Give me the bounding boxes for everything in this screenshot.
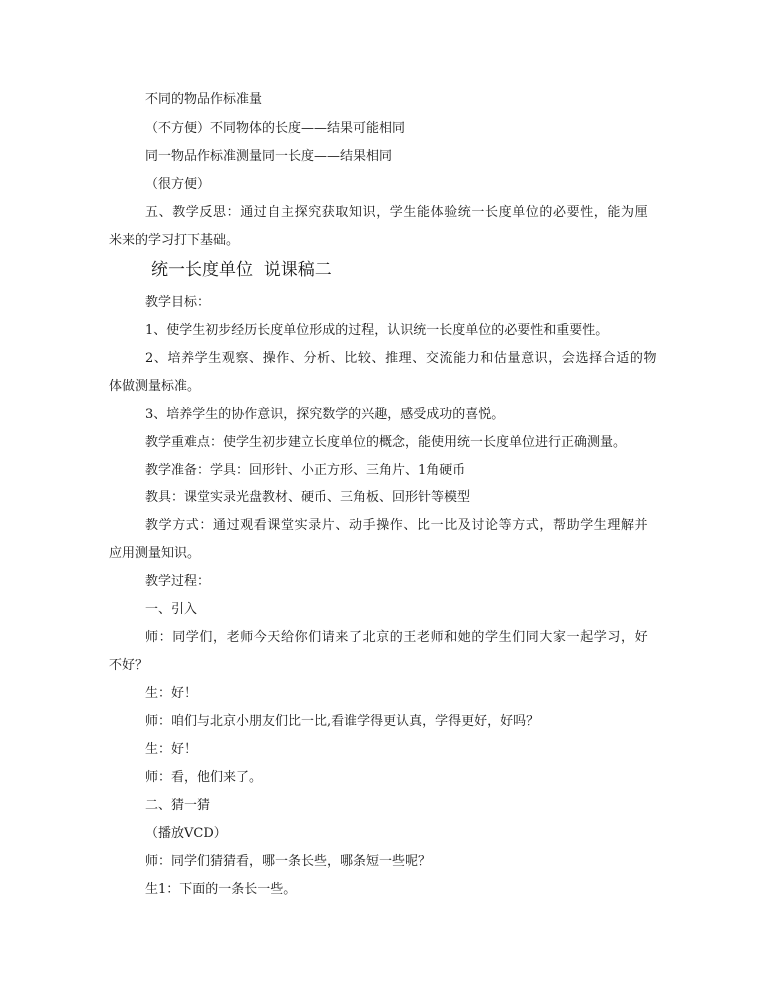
text-line: 3、培养学生的协作意识，探究数学的兴趣，感受成功的喜悦。: [145, 407, 505, 422]
text-line: 教学准备：学具：回形针、小正方形、三角片、1角硬币: [145, 463, 466, 478]
paragraph-line: 师：同学们，老师今天给你们请来了北京的王老师和她的学生们同大家一起学习，好: [145, 630, 649, 645]
text-line: 教学目标：: [145, 295, 211, 310]
paragraph-line: 不好？: [109, 658, 149, 673]
text-line: 二、猜一猜: [145, 798, 211, 813]
text-line: 师：同学们猜猜看，哪一条长些，哪条短一些呢？: [145, 854, 432, 869]
paragraph-line: 应用测量知识。: [109, 546, 201, 561]
paragraph-line: 米来的学习打下基础。: [109, 233, 240, 248]
text-line: 一、引入: [145, 602, 198, 617]
paragraph-line: 五、教学反思：通过自主探究获取知识，学生能体验统一长度单位的必要性，能为厘: [145, 205, 649, 220]
text-line: 教学重难点：使学生初步建立长度单位的概念，能使用统一长度单位进行正确测量。: [145, 435, 627, 450]
text-line: （不方便）不同物体的长度——结果可能相同: [145, 121, 406, 136]
text-line: （播放VCD）: [145, 826, 227, 841]
text-line: 教学过程：: [145, 574, 211, 589]
text-line: 师：看，他们来了。: [145, 770, 263, 785]
section-title: 统一长度单位 说课稿二: [151, 260, 332, 280]
text-line: 生：好！: [145, 742, 198, 757]
paragraph-line: 体做测量标准。: [109, 379, 201, 394]
text-line: 师：咱们与北京小朋友们比一比,看谁学得更认真，学得更好，好吗？: [145, 714, 540, 729]
text-line: 教具：课堂实录光盘教材、硬币、三角板、回形针等模型: [145, 490, 471, 505]
text-line: 不同的物品作标准量: [145, 92, 263, 107]
text-line: 生1：下面的一条长一些。: [145, 882, 297, 897]
text-line: 同一物品作标准测量同一长度——结果相同: [145, 149, 393, 164]
paragraph-line: 教学方式：通过观看课堂实录片、动手操作、比一比及讨论等方式，帮助学生理解并: [145, 518, 649, 533]
text-line: （很方便）: [145, 177, 211, 192]
text-line: 1、使学生初步经历长度单位形成的过程，认识统一长度单位的必要性和重要性。: [145, 323, 609, 338]
text-line: 生：好！: [145, 686, 198, 701]
paragraph-line: 2、培养学生观察、操作、分析、比较、推理、交流能力和估量意识，会选择合适的物: [145, 351, 658, 366]
